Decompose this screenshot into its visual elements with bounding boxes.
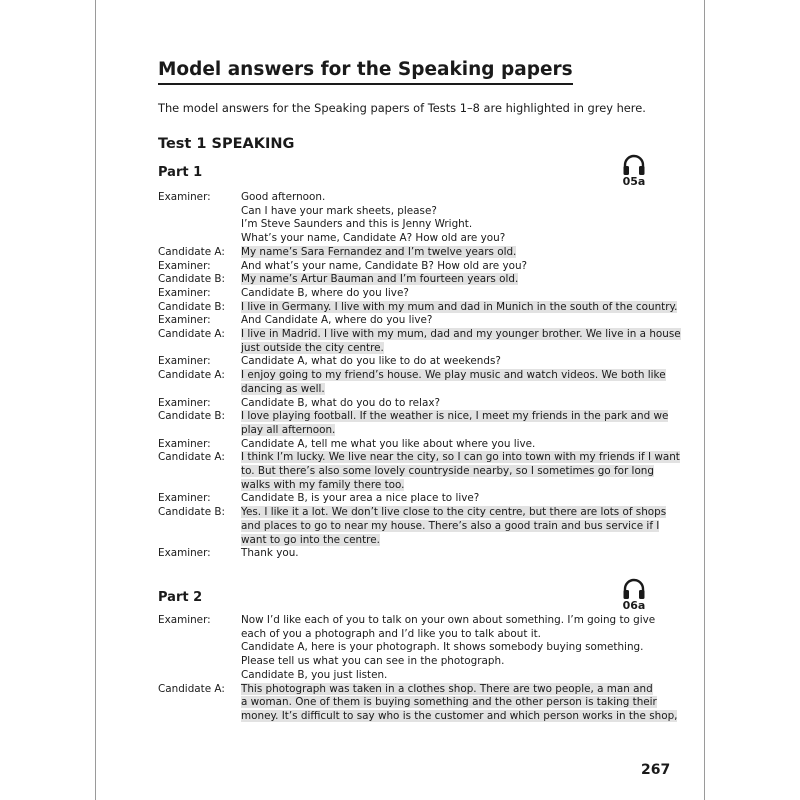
speaker-label: Candidate B: <box>158 506 226 519</box>
line-text: walks with my family there too. <box>241 478 405 491</box>
dialogue-turn <box>158 246 658 260</box>
speaker-label: Examiner: <box>158 492 211 505</box>
line-text: play all afternoon. <box>241 423 336 436</box>
examiner-line <box>241 547 661 561</box>
line-text: want to go into the centre. <box>241 533 380 546</box>
line-text: My name’s Sara Fernandez and I’m twelve years old. <box>241 245 517 258</box>
line-text: My name’s Artur Bauman and I’m fourteen years old. <box>241 273 519 286</box>
dialogue-part-1 <box>158 191 681 561</box>
line-text: I love playing football. If the weather is nice, I meet my friends in the park and we <box>241 410 669 423</box>
line-text: money. It’s difficult to say who is the customer and which person works in the shop, <box>241 709 678 722</box>
model-answer-line <box>241 709 678 724</box>
dialogue-turn <box>158 397 658 411</box>
examiner-line <box>241 438 661 452</box>
dialogue-turn <box>158 547 658 561</box>
model-answer-line <box>241 410 669 424</box>
line-text: I’m Steve Saunders and this is Jenny Wright. <box>241 218 473 231</box>
headphones-icon <box>622 578 646 600</box>
model-answer-line <box>241 506 667 520</box>
examiner-line <box>241 314 661 328</box>
speaker-label: Examiner: <box>158 396 211 409</box>
dialogue-turn <box>158 355 658 369</box>
model-answer-line <box>241 369 666 383</box>
examiner-line <box>241 191 661 205</box>
page-title: Model answers for the Speaking papers <box>158 58 573 85</box>
examiner-line <box>241 655 661 669</box>
line-text: Candidate B, what do you do to relax? <box>241 396 440 409</box>
dialogue-turn <box>158 191 658 246</box>
speaker-label: Examiner: <box>158 437 211 450</box>
examiner-line <box>241 287 661 301</box>
dialogue-turn <box>158 300 678 315</box>
line-text: Candidate B, is your area a nice place to live? <box>241 492 480 505</box>
speaker-label: Candidate A: <box>158 328 225 341</box>
model-answer-line <box>241 465 661 479</box>
examiner-line <box>241 260 661 274</box>
dialogue-turn <box>158 287 658 301</box>
line-text: Thank you. <box>241 547 299 560</box>
model-answer-line <box>241 424 661 438</box>
speaker-label: Examiner: <box>158 355 211 368</box>
audio-label: 06a <box>622 599 646 612</box>
dialogue-turn <box>158 451 680 492</box>
line-text: Candidate A, what do you like to do at weekends? <box>241 355 501 368</box>
dialogue-turn <box>158 314 658 328</box>
line-text: and places to go to near my house. There’s also a good train and bus service if I <box>241 519 660 532</box>
dialogue-turn <box>158 328 681 355</box>
intro-text: The model answers for the Speaking papers of Tests 1–8 are highlighted in grey here. <box>158 101 646 115</box>
line-text: What’s your name, Candidate A? How old are you? <box>241 232 506 245</box>
model-answer-line <box>241 479 661 493</box>
speaker-label: Examiner: <box>158 259 211 272</box>
dialogue-turn <box>158 506 667 547</box>
line-text: I enjoy going to my friend’s house. We play music and watch videos. We both like <box>241 369 666 382</box>
line-text: Candidate B, where do you live? <box>241 286 409 299</box>
line-text: I think I’m lucky. We live near the city, so I can go into town with my friends if I want <box>241 451 680 464</box>
line-text: This photograph was taken in a clothes shop. There are two people, a man and <box>241 682 653 695</box>
speaker-label: Candidate A: <box>158 245 225 258</box>
model-answer-line <box>241 534 661 548</box>
audio-track-06a[interactable] <box>614 578 654 612</box>
line-text: Now I’d like each of you to talk on your own about something. I’m going to give <box>241 614 656 626</box>
speaker-label: Examiner: <box>158 314 211 327</box>
speaker-label: Examiner: <box>158 547 211 560</box>
examiner-line <box>241 355 661 369</box>
dialogue-turn <box>158 614 658 683</box>
audio-label: 05a <box>622 175 646 188</box>
audio-track-05a[interactable] <box>614 154 654 188</box>
examiner-line <box>241 397 661 411</box>
line-text: I live in Germany. I live with my mum and dad in Munich in the south of the country. <box>241 300 678 313</box>
model-answer-line <box>241 342 661 356</box>
test-heading: Test 1 SPEAKING <box>158 136 295 152</box>
line-text: a woman. One of them is buying something and the other person is taking their <box>241 696 657 709</box>
model-answer-line <box>241 451 680 465</box>
line-text: dancing as well. <box>241 382 325 395</box>
dialogue-part-2 <box>158 614 678 724</box>
speaker-label: Examiner: <box>158 191 211 203</box>
speaker-label: Candidate B: <box>158 273 226 286</box>
examiner-line <box>241 628 661 642</box>
line-text: I live in Madrid. I live with my mum, dad and my younger brother. We live in a house <box>241 328 681 341</box>
line-text: each of you a photograph and I’d like you to talk about it. <box>241 627 541 640</box>
speaker-label: Examiner: <box>158 614 211 626</box>
speaker-label: Candidate B: <box>158 410 226 423</box>
dialogue-turn <box>158 260 658 274</box>
line-text: Can I have your mark sheets, please? <box>241 204 437 217</box>
line-text: just outside the city centre. <box>241 341 384 354</box>
headphones-icon <box>622 154 646 176</box>
model-answer-line <box>241 696 661 710</box>
speaker-label: Candidate A: <box>158 369 225 382</box>
line-text: And what’s your name, Candidate B? How old are you? <box>241 259 528 272</box>
model-answer-line <box>241 683 661 697</box>
dialogue-turn <box>158 410 669 437</box>
dialogue-turn <box>158 438 658 452</box>
model-answer-line <box>241 300 678 315</box>
examiner-line <box>241 218 661 232</box>
dialogue-turn <box>158 682 678 724</box>
dialogue-turn <box>158 369 666 396</box>
examiner-line <box>241 614 661 628</box>
line-text: Candidate B, you just listen. <box>241 668 388 681</box>
examiner-line <box>241 492 661 506</box>
examiner-line <box>241 232 661 246</box>
speaker-label: Examiner: <box>158 286 211 299</box>
line-text: And Candidate A, where do you live? <box>241 314 433 327</box>
part-1-heading: Part 1 <box>158 165 203 180</box>
examiner-line <box>241 641 661 655</box>
dialogue-turn <box>158 273 658 287</box>
model-answer-line <box>241 383 661 397</box>
line-text: Candidate A, here is your photograph. It shows somebody buying something. <box>241 641 644 654</box>
speaker-label: Candidate A: <box>158 682 225 695</box>
line-text: Please tell us what you can see in the photograph. <box>241 655 505 668</box>
model-answer-line <box>241 246 661 260</box>
line-text: Yes. I like it a lot. We don’t live close to the city centre, but there are lots of shops <box>241 506 667 519</box>
model-answer-line <box>241 520 661 534</box>
page-number: 267 <box>641 762 671 778</box>
line-text: Good afternoon. <box>241 191 326 203</box>
speaker-label: Candidate A: <box>158 451 225 464</box>
model-answer-line <box>241 328 681 342</box>
part-2-heading: Part 2 <box>158 590 203 605</box>
examiner-line <box>241 669 661 683</box>
model-answer-line <box>241 273 661 287</box>
line-text: Candidate A, tell me what you like about where you live. <box>241 437 536 450</box>
speaker-label: Candidate B: <box>158 300 226 313</box>
dialogue-turn <box>158 492 658 506</box>
examiner-line <box>241 205 661 219</box>
line-text: to. But there’s also some lovely countryside nearby, so I sometimes go for long <box>241 465 654 478</box>
